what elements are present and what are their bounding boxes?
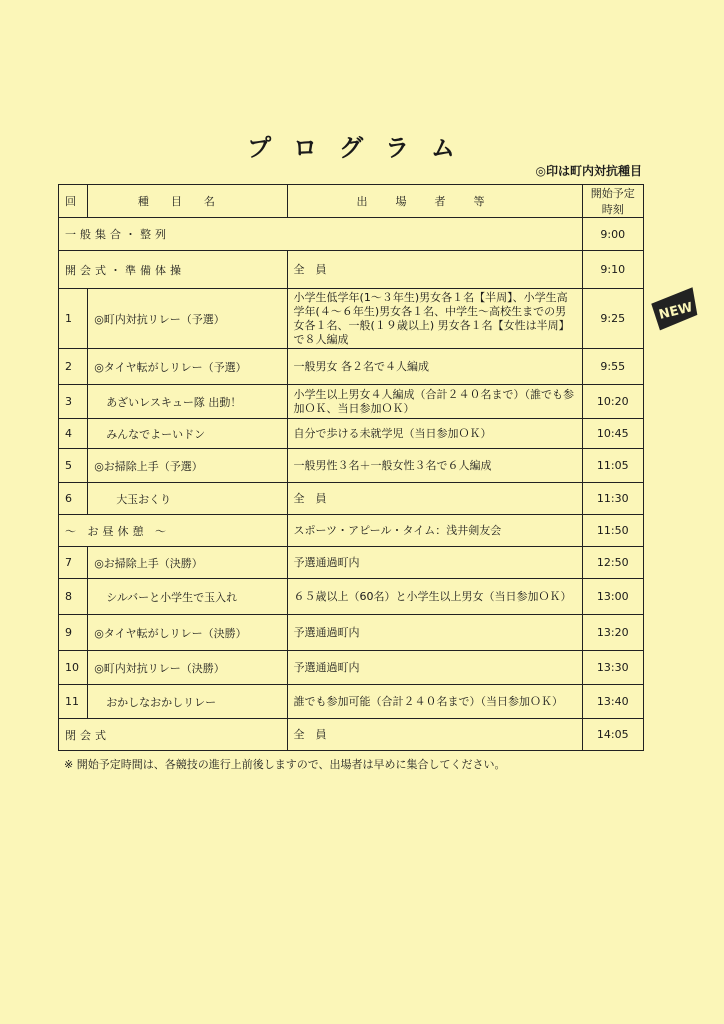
participants: 全 員	[287, 483, 582, 515]
start-time: 9:55	[582, 349, 643, 385]
table-row	[59, 719, 644, 751]
table-row	[59, 419, 644, 449]
page-title: プログラム	[247, 134, 477, 162]
table-row	[59, 483, 644, 515]
table-row	[59, 218, 644, 251]
header-no: 回	[59, 185, 88, 218]
row-number: 5	[59, 449, 88, 483]
participants: 一般男性３名＋一般女性３名で６人編成	[287, 449, 582, 483]
legend-note: ◎印は町内対抗種目	[535, 164, 642, 178]
participants: スポーツ・アピール・タイム：浅井剣友会	[287, 515, 582, 547]
row-number: 10	[59, 651, 88, 685]
start-time: 11:50	[582, 515, 643, 547]
event-name: 一般集合・整列	[59, 218, 583, 251]
participants: 予選通過町内	[287, 547, 582, 579]
header-event: 種目名	[88, 185, 287, 218]
participants: 全 員	[287, 719, 582, 751]
event-name: シルバーと小学生で玉入れ	[88, 579, 287, 615]
footnote: ※ 開始予定時間は、各競技の進行上前後しますので、出場者は早めに集合してください。	[64, 758, 506, 771]
row-number: 1	[59, 289, 88, 349]
event-name: ◎町内対抗リレー（予選）	[88, 289, 287, 349]
event-name: あざいレスキュー隊 出動！	[88, 385, 287, 419]
table-header-row	[59, 185, 644, 218]
event-name: 開会式・準備体操	[59, 251, 288, 289]
start-time: 13:00	[582, 579, 643, 615]
event-name: みんなでよーいドン	[88, 419, 287, 449]
start-time: 13:30	[582, 651, 643, 685]
start-time: 9:00	[582, 218, 643, 251]
row-number: 3	[59, 385, 88, 419]
new-badge-icon	[647, 285, 703, 335]
table-row	[59, 615, 644, 651]
event-name: ◎お掃除上手（決勝）	[88, 547, 287, 579]
event-name: ◎タイヤ転がしリレー（予選）	[88, 349, 287, 385]
table-row	[59, 349, 644, 385]
program-table	[58, 184, 644, 751]
event-name: ◎町内対抗リレー（決勝）	[88, 651, 287, 685]
row-number: 11	[59, 685, 88, 719]
participants: 小学生以上男女４人編成（合計２４０名まで）（誰でも参加ＯＫ、当日参加ＯＫ）	[287, 385, 582, 419]
table-row	[59, 685, 644, 719]
event-name: 閉会式	[59, 719, 288, 751]
participants: 小学生低学年(1〜３年生)男女各１名【半周】、小学生高学年(４〜６年生)男女各１名、中学生〜高校生までの男女各１名、一般(１９歳以上) 男女各１名【女性は半周】で８人編成	[287, 289, 582, 349]
start-time: 13:20	[582, 615, 643, 651]
event-name: ◎お掃除上手（予選）	[88, 449, 287, 483]
row-number: 2	[59, 349, 88, 385]
participants: 誰でも参加可能（合計２４０名まで）（当日参加ＯＫ）	[287, 685, 582, 719]
start-time: 13:40	[582, 685, 643, 719]
table-row	[59, 449, 644, 483]
table-row	[59, 251, 644, 289]
participants: 一般男女 各２名で４人編成	[287, 349, 582, 385]
event-name: 大玉おくり	[88, 483, 287, 515]
start-time: 11:30	[582, 483, 643, 515]
participants: ６５歳以上（60名）と小学生以上男女（当日参加ＯＫ）	[287, 579, 582, 615]
table-row	[59, 579, 644, 615]
table-row	[59, 515, 644, 547]
start-time: 10:45	[582, 419, 643, 449]
event-name: おかしなおかしリレー	[88, 685, 287, 719]
table-row	[59, 289, 644, 349]
table-row	[59, 385, 644, 419]
row-number: 6	[59, 483, 88, 515]
table-row	[59, 547, 644, 579]
new-stamp-text: NEW	[657, 300, 695, 323]
row-number: 7	[59, 547, 88, 579]
header-participants: 出場者等	[287, 185, 582, 218]
participants: 全 員	[287, 251, 582, 289]
participants: 予選通過町内	[287, 651, 582, 685]
start-time: 11:05	[582, 449, 643, 483]
row-number: 8	[59, 579, 88, 615]
participants: 予選通過町内	[287, 615, 582, 651]
header-time: 開始予定時刻	[582, 185, 643, 218]
event-name: ◎タイヤ転がしリレー（決勝）	[88, 615, 287, 651]
row-number: 4	[59, 419, 88, 449]
new-stamp	[647, 285, 704, 339]
participants: 自分で歩ける未就学児（当日参加ＯＫ）	[287, 419, 582, 449]
start-time: 10:20	[582, 385, 643, 419]
start-time: 9:25	[582, 289, 643, 349]
event-name: 〜 お昼休憩 〜	[59, 515, 288, 547]
row-number: 9	[59, 615, 88, 651]
table-row	[59, 651, 644, 685]
start-time: 9:10	[582, 251, 643, 289]
start-time: 14:05	[582, 719, 643, 751]
start-time: 12:50	[582, 547, 643, 579]
